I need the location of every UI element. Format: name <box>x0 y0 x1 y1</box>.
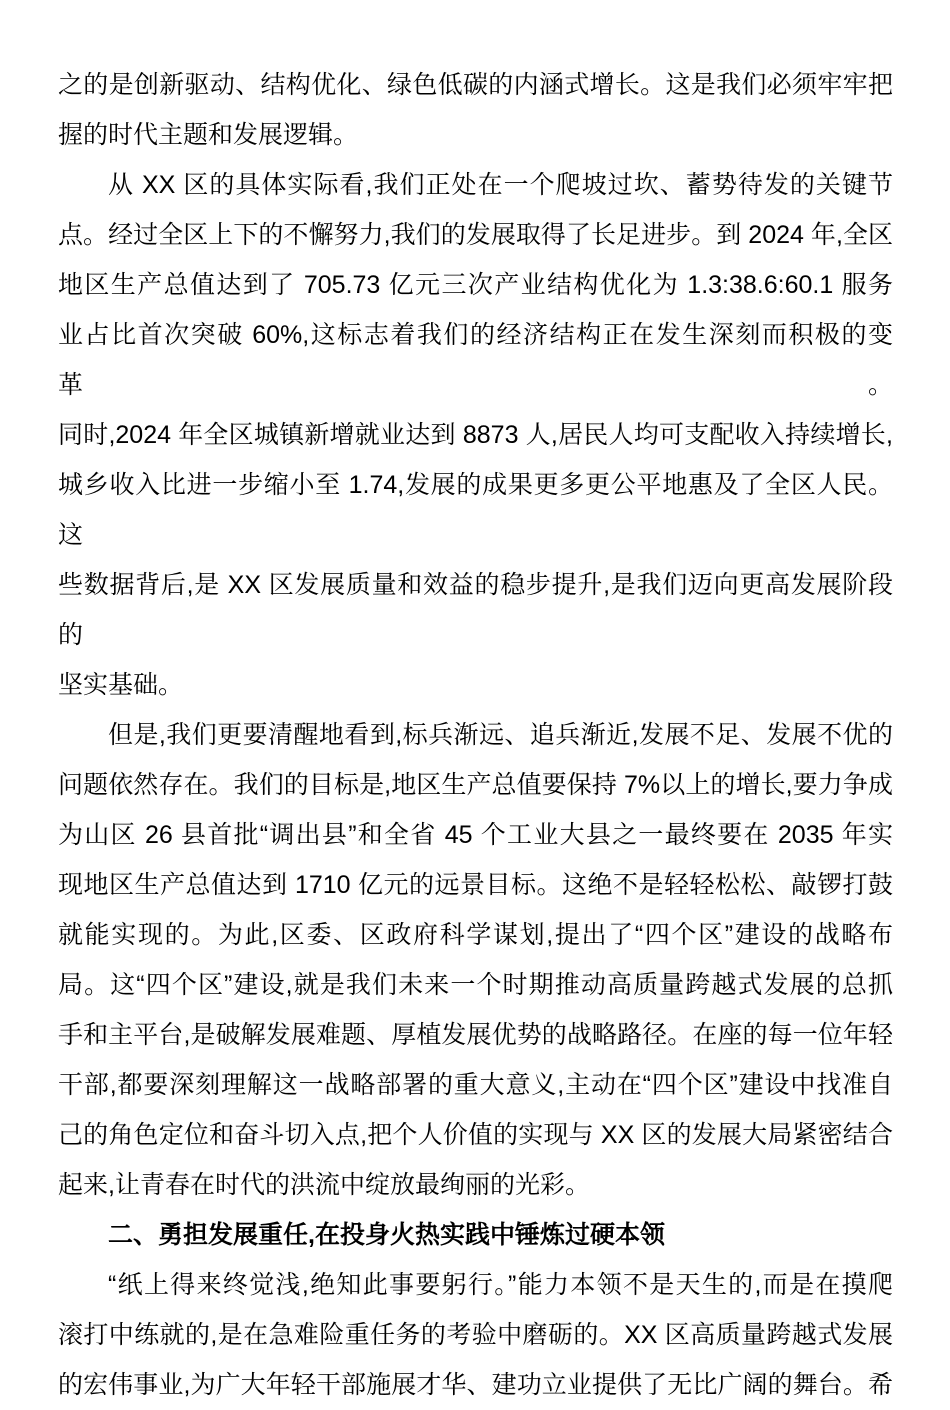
text-line: 局。这“四个区”建设,就是我们未来一个时期推动高质量跨越式发展的总抓 <box>58 971 893 999</box>
text-line: 握的时代主题和发展逻辑。 <box>58 121 359 149</box>
text-line: 从 XX 区的具体实际看,我们正处在一个爬坡过坎、蓄势待发的关键节 <box>108 171 893 199</box>
text-line: 现地区生产总值达到 1710 亿元的远景目标。这绝不是轻轻松松、敲锣打鼓 <box>58 871 893 899</box>
text-line: “纸上得来终觉浅,绝知此事要躬行。”能力本领不是天生的,而是在摸爬 <box>108 1271 893 1299</box>
text-line: 些数据背后,是 XX 区发展质量和效益的稳步提升,是我们迈向更高发展阶段的 <box>58 571 893 649</box>
text-line: 手和主平台,是破解发展难题、厚植发展优势的战略路径。在座的每一位年轻 <box>58 1021 893 1049</box>
text-line: 坚实基础。 <box>58 671 184 699</box>
text-line: 地区生产总值达到了 705.73 亿元三次产业结构优化为 1.3:38.6:60.1 服务 <box>58 271 893 299</box>
text-line: 己的角色定位和奋斗切入点,把个人价值的实现与 XX 区的发展大局紧密结合 <box>58 1121 893 1149</box>
text-line: 同时,2024 年全区城镇新增就业达到 8873 人,居民人均可支配收入持续增长, <box>58 421 893 449</box>
section-heading: 二、勇担发展重任,在投身火热实践中锤炼过硬本领 <box>108 1221 665 1249</box>
text-line: 的宏伟事业,为广大年轻干部施展才华、建功立业提供了无比广阔的舞台。希 <box>58 1371 893 1399</box>
text-line: 之的是创新驱动、结构优化、绿色低碳的内涵式增长。这是我们必须牢牢把 <box>58 71 893 99</box>
text-line: 滚打中练就的,是在急难险重任务的考验中磨砺的。XX 区高质量跨越式发展 <box>58 1321 893 1349</box>
text-line: 起来,让青春在时代的洪流中绽放最绚丽的光彩。 <box>58 1171 590 1199</box>
text-line: 为山区 26 县首批“调出县”和全省 45 个工业大县之一最终要在 2035 年实 <box>58 821 893 849</box>
text-line: 就能实现的。为此,区委、区政府科学谋划,提出了“四个区”建设的战略布 <box>58 921 893 949</box>
text-line: 点。经过全区上下的不懈努力,我们的发展取得了长足进步。到 2024 年,全区 <box>58 221 893 249</box>
text-line: 城乡收入比进一步缩小至 1.74,发展的成果更多更公平地惠及了全区人民。这 <box>58 471 893 549</box>
text-line: 但是,我们更要清醒地看到,标兵渐远、追兵渐近,发展不足、发展不优的 <box>108 721 893 749</box>
text-line: 业占比首次突破 60%,这标志着我们的经济结构正在发生深刻而积极的变革。 <box>58 321 893 399</box>
text-line: 干部,都要深刻理解这一战略部署的重大意义,主动在“四个区”建设中找准自 <box>58 1071 893 1099</box>
text-line: 问题依然存在。我们的目标是,地区生产总值要保持 7%以上的增长,要力争成 <box>58 771 893 799</box>
